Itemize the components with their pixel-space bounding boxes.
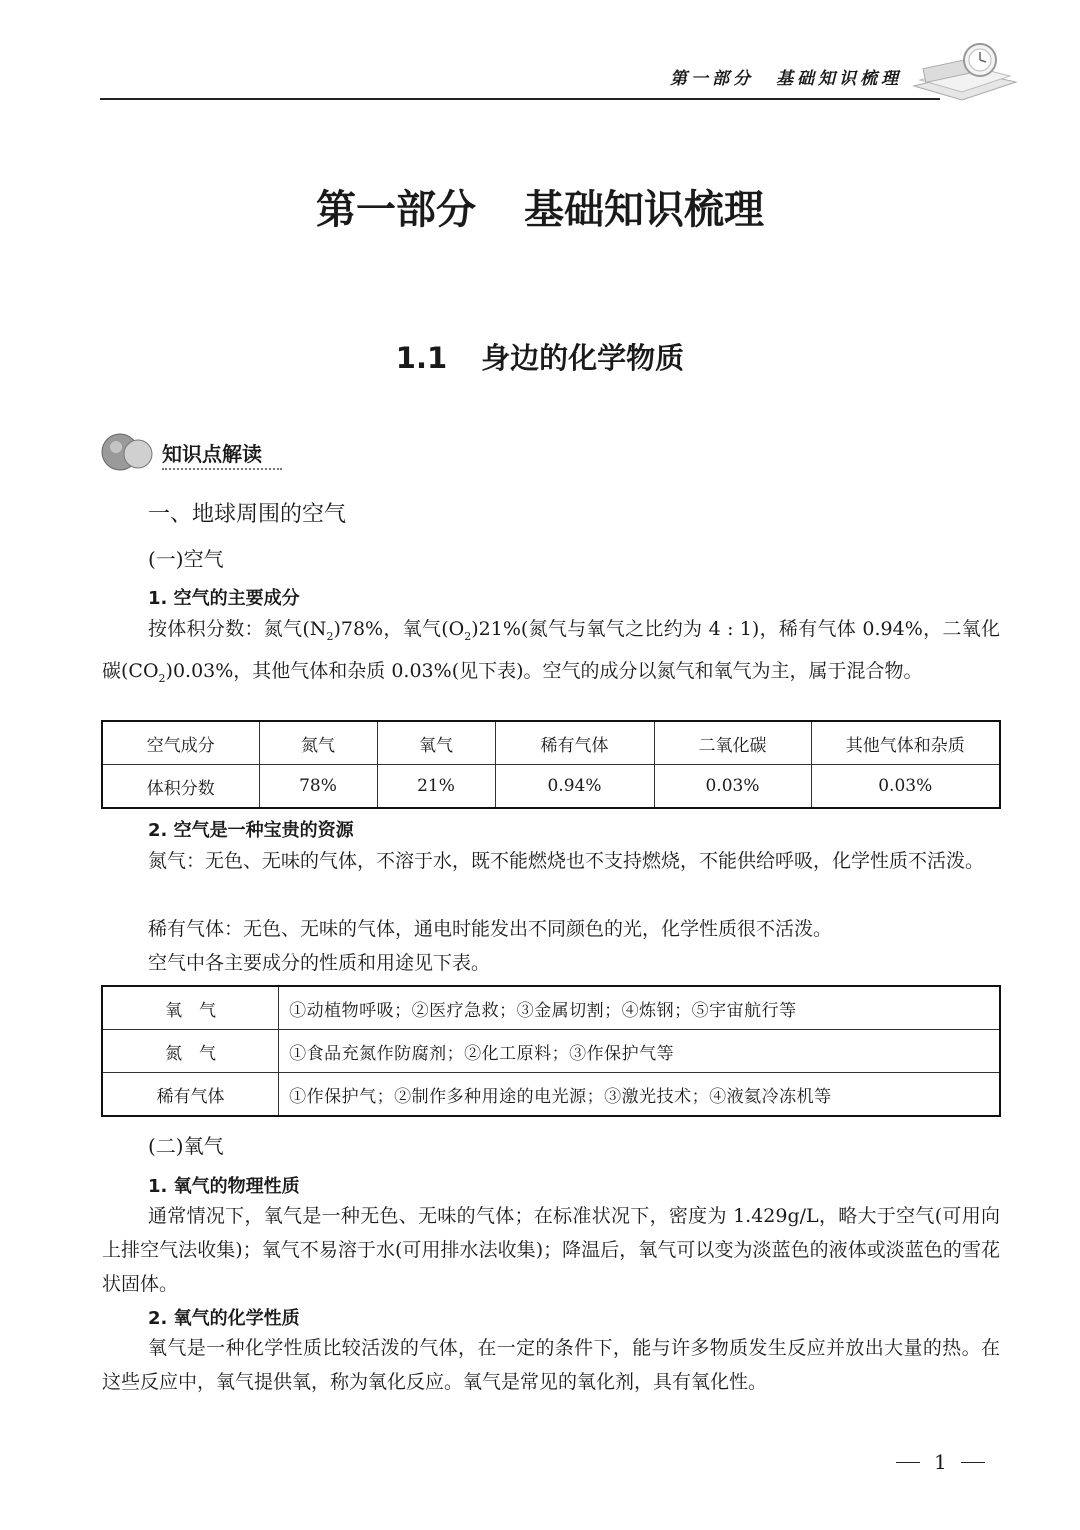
paragraph-oxygen-physical: 通常情况下，氧气是一种无色、无味的气体；在标准状况下，密度为 1.429g/L，略大于空气(可用向上排空气法收集)；氧气不易溶于水(可用排水法收集)；降温后，氧气可以变为淡蓝色的液体或淡蓝色的雪花状固体。	[102, 1205, 1000, 1295]
table-row	[102, 1073, 1000, 1117]
paragraph-nitrogen: 氮气：无色、无味的气体，不溶于水，既不能燃烧也不支持燃烧，不能供给呼吸，化学性质不活泼。	[148, 850, 985, 872]
running-header	[100, 0, 1020, 110]
dash-left	[896, 1462, 920, 1463]
dash-right	[961, 1462, 985, 1463]
paragraph-table-intro: 空气中各主要成分的性质和用途见下表。	[148, 952, 491, 974]
part-title	[0, 178, 1080, 235]
heading-oxygen-physical: 1. 氧气的物理性质	[148, 1176, 300, 1197]
table-header-row	[102, 721, 1000, 765]
paragraph-rare-gas: 稀有气体：无色、无味的气体，通电时能发出不同颜色的光，化学性质很不活泼。	[148, 918, 833, 940]
paragraph-air-composition: 按体积分数：氮气$(N_2)78\%$，氧气$(O_2)21\%$(氮气与氧气之比约为 4 : 1)，稀有气体 0.94%，二氧化碳$(CO_2)0.03\%$，其他气体和杂质 0.03%(见下表)。空气的成分以氮气和氧气为主，属于混合物。	[102, 618, 1000, 685]
table-cell: 稀有气体	[102, 1073, 279, 1117]
air-composition-table	[101, 720, 1001, 809]
book-clock-decoration-icon	[910, 38, 1020, 108]
paragraph-oxygen-chemical: 氧气是一种化学性质比较活泼的气体，在一定的条件下，能与许多物质发生反应并放出大量的热。在这些反应中，氧气提供氧，称为氧化反应。氧气是常见的氧化剂，具有氧化性。	[102, 1337, 1000, 1393]
section-title	[0, 336, 1080, 377]
table-cell: 体积分数	[102, 765, 259, 809]
table-cell: ①食品充氮作防腐剂；②化工原料；③作保护气等	[279, 1030, 1000, 1073]
heading-oxygen-chemical: 2. 氧气的化学性质	[148, 1308, 300, 1329]
table-cell: 0.94%	[495, 765, 654, 809]
table-cell: 二氧化碳	[654, 721, 811, 765]
page-footer	[896, 1450, 985, 1474]
section-number: 1.1	[395, 341, 448, 375]
heading-air-around-earth: 一、地球周围的空气	[148, 502, 347, 527]
section-name: 身边的化学物质	[481, 341, 685, 375]
table-cell: 氧 气	[102, 986, 279, 1030]
part-title-label: 第一部分	[316, 187, 476, 233]
heading-air-resource: 2. 空气是一种宝贵的资源	[148, 820, 354, 841]
table-cell: 氮气	[259, 721, 377, 765]
table-cell: ①作保护气；②制作多种用途的电光源；③激光技术；④液氦冷冻机等	[279, 1073, 1000, 1117]
table-cell: 其他气体和杂质	[811, 721, 1000, 765]
heading-air-composition: 1. 空气的主要成分	[148, 588, 300, 609]
table-cell: 稀有气体	[495, 721, 654, 765]
subheading-air: (一)空气	[148, 547, 224, 571]
part-title-name: 基础知识梳理	[524, 187, 764, 233]
running-header-text	[670, 64, 902, 89]
table-row	[102, 1030, 1000, 1073]
running-header-part: 第一部分	[670, 69, 754, 89]
air-uses-table	[101, 985, 1001, 1117]
double-circle-icon	[100, 432, 160, 472]
table-cell: 78%	[259, 765, 377, 809]
header-rule	[100, 98, 940, 100]
table-row	[102, 765, 1000, 809]
table-row	[102, 986, 1000, 1030]
table-cell: ①动植物呼吸；②医疗急救；③金属切割；④炼钢；⑤宇宙航行等	[279, 986, 1000, 1030]
table-cell: 21%	[377, 765, 495, 809]
subheading-oxygen: (二)氧气	[148, 1134, 224, 1158]
table-cell: 氮 气	[102, 1030, 279, 1073]
page-number: 1	[934, 1450, 947, 1474]
table-cell: 0.03%	[811, 765, 1000, 809]
badge-underline	[162, 468, 282, 470]
table-cell: 空气成分	[102, 721, 259, 765]
badge-label: 知识点解读	[162, 442, 262, 466]
table-cell: 氧气	[377, 721, 495, 765]
table-cell: 0.03%	[654, 765, 811, 809]
running-header-subject: 基础知识梳理	[776, 69, 902, 89]
